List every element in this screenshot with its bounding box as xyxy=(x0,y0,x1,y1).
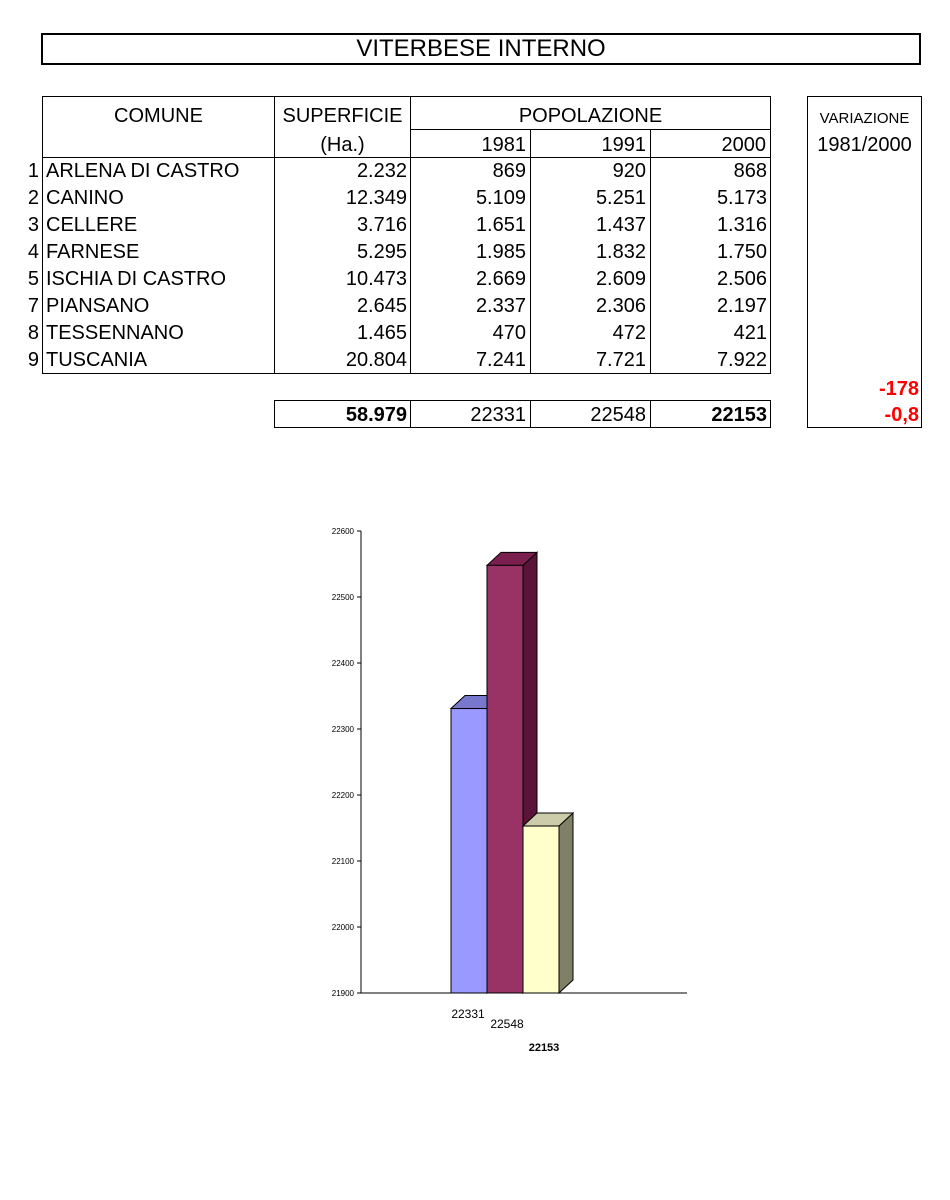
cell-sup: 2.232 xyxy=(356,160,407,182)
cell-num: 3 xyxy=(27,214,39,236)
cell-p1981: 470 xyxy=(492,322,526,344)
variazione-border-right xyxy=(921,96,922,428)
cell-sup: 2.645 xyxy=(356,295,407,317)
bar xyxy=(487,565,523,993)
cell-p1991: 5.251 xyxy=(595,187,646,209)
totals-border-right xyxy=(770,400,771,428)
total-superficie: 58.979 xyxy=(345,404,407,426)
bar xyxy=(523,826,559,993)
cell-sup: 5.295 xyxy=(356,241,407,263)
bar-side xyxy=(559,813,573,993)
y-tick-label: 21900 xyxy=(331,989,354,998)
header-superficie: SUPERFICIE xyxy=(282,105,403,127)
variazione-border-top xyxy=(807,96,922,97)
cell-p2000: 868 xyxy=(733,160,767,182)
y-tick-label: 22300 xyxy=(331,725,354,734)
cell-name: PIANSANO xyxy=(46,295,150,317)
x-category-label: 22331 xyxy=(451,1007,485,1021)
cell-p2000: 5.173 xyxy=(716,187,767,209)
cell-p1991: 2.306 xyxy=(595,295,646,317)
variation-absolute: -178 xyxy=(878,378,919,400)
y-tick-label: 22600 xyxy=(331,527,354,536)
total-2000: 22153 xyxy=(711,404,767,426)
cell-p2000: 2.197 xyxy=(716,295,767,317)
table-border-right xyxy=(770,96,771,374)
cell-p1981: 1.651 xyxy=(475,214,526,236)
header-year-1991: 1991 xyxy=(601,134,646,156)
popolazione-underline xyxy=(410,129,771,130)
cell-p1991: 472 xyxy=(612,322,646,344)
table-border-left xyxy=(42,96,43,374)
header-year-1981: 1981 xyxy=(481,134,526,156)
header-popolazione: POPOLAZIONE xyxy=(518,105,663,127)
header-comune: COMUNE xyxy=(114,105,203,127)
header-bottom-border xyxy=(42,157,771,158)
cell-p2000: 2.506 xyxy=(716,268,767,290)
cell-p1991: 1.437 xyxy=(595,214,646,236)
total-1991: 22548 xyxy=(590,404,646,426)
cell-sup: 20.804 xyxy=(345,349,407,371)
cell-sup: 1.465 xyxy=(356,322,407,344)
cell-p1991: 920 xyxy=(612,160,646,182)
bar xyxy=(451,709,487,993)
cell-p1981: 7.241 xyxy=(475,349,526,371)
header-year-2000: 2000 xyxy=(721,134,766,156)
y-tick-label: 22100 xyxy=(331,857,354,866)
cell-p1981: 5.109 xyxy=(475,187,526,209)
variazione-border-bottom xyxy=(807,427,922,428)
cell-p1991: 7.721 xyxy=(595,349,646,371)
y-tick-label: 22000 xyxy=(331,923,354,932)
cell-num: 7 xyxy=(27,295,39,317)
cell-p1991: 1.832 xyxy=(595,241,646,263)
cell-num: 4 xyxy=(27,241,39,263)
cell-p2000: 7.922 xyxy=(716,349,767,371)
variazione-label: VARIAZIONE xyxy=(819,110,910,127)
cell-p1991: 2.609 xyxy=(595,268,646,290)
header-superficie-unit: (Ha.) xyxy=(320,134,365,156)
variazione-period: 1981/2000 xyxy=(817,134,912,156)
cell-name: TUSCANIA xyxy=(46,349,148,371)
table-border-bottom xyxy=(42,373,771,374)
x-category-label: 22548 xyxy=(490,1017,524,1031)
cell-p2000: 1.316 xyxy=(716,214,767,236)
total-1981: 22331 xyxy=(470,404,526,426)
cell-num: 2 xyxy=(27,187,39,209)
cell-p2000: 421 xyxy=(733,322,767,344)
cell-num: 8 xyxy=(27,322,39,344)
cell-name: CELLERE xyxy=(46,214,138,236)
cell-num: 5 xyxy=(27,268,39,290)
cell-sup: 3.716 xyxy=(356,214,407,236)
cell-p1981: 2.669 xyxy=(475,268,526,290)
cell-p1981: 2.337 xyxy=(475,295,526,317)
cell-name: ARLENA DI CASTRO xyxy=(46,160,240,182)
y-tick-label: 22400 xyxy=(331,659,354,668)
y-tick-label: 22500 xyxy=(331,593,354,602)
cell-name: CANINO xyxy=(46,187,124,209)
cell-name: FARNESE xyxy=(46,241,140,263)
cell-p2000: 1.750 xyxy=(716,241,767,263)
table-border-top xyxy=(42,96,771,97)
cell-name: TESSENNANO xyxy=(46,322,184,344)
cell-sup: 10.473 xyxy=(345,268,407,290)
totals-border-bottom xyxy=(274,427,771,428)
cell-name: ISCHIA DI CASTRO xyxy=(46,268,227,290)
page-title: VITERBESE INTERNO xyxy=(41,33,921,65)
y-tick-label: 22200 xyxy=(331,791,354,800)
variation-percent: -0,8 xyxy=(884,404,919,426)
cell-sup: 12.349 xyxy=(345,187,407,209)
cell-num: 1 xyxy=(27,160,39,182)
x-category-label: 22153 xyxy=(528,1042,560,1054)
cell-p1981: 1.985 xyxy=(475,241,526,263)
totals-border-top xyxy=(274,400,771,401)
cell-num: 9 xyxy=(27,349,39,371)
population-bar-chart xyxy=(300,515,720,1075)
cell-p1981: 869 xyxy=(492,160,526,182)
